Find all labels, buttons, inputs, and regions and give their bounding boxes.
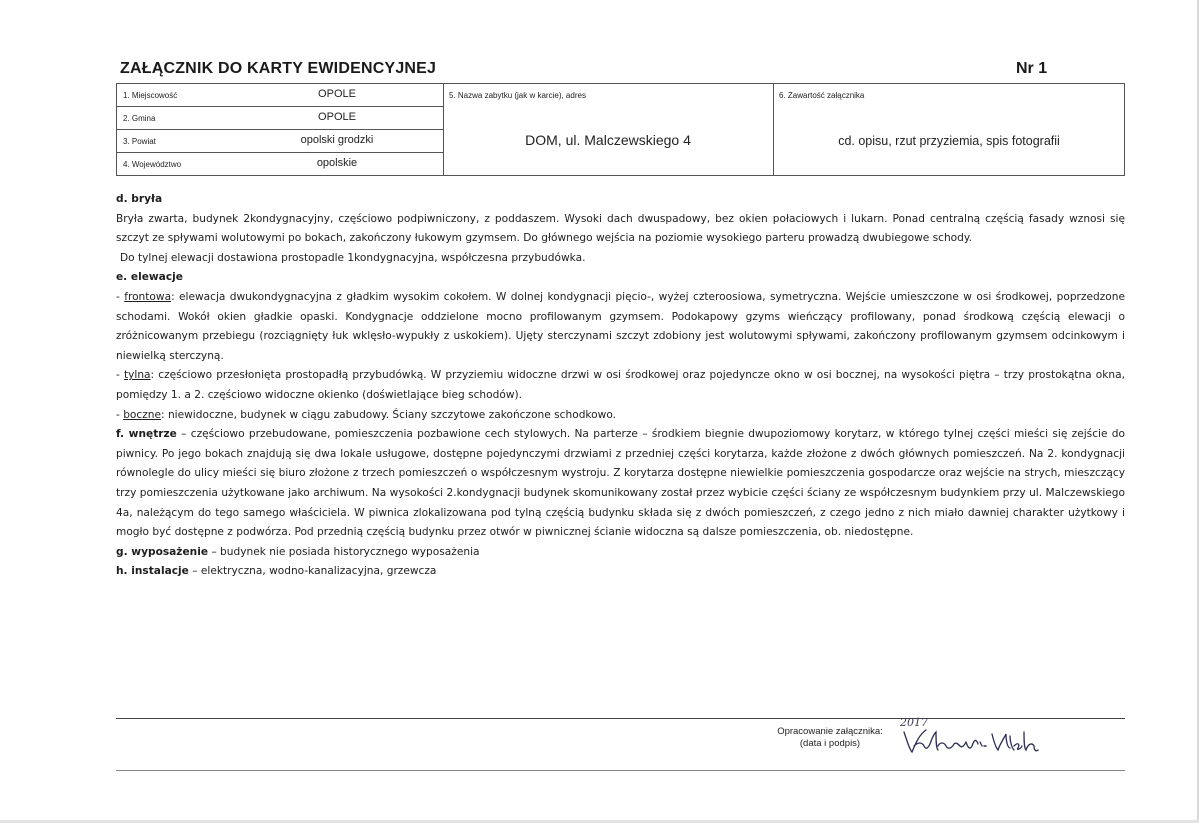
paragraph-bryla: Bryła zwarta, budynek 2kondygnacyjny, częściowo podpiwniczony, z poddaszem. Wysoki dach dwuspadowy, bez okien połaciowych i lukarn. Ponad centralną częścią fasady wznosi się szczyt ze spływami wolutowymi po bokach, zakończony łukowym gzymsem. Do głównego wejścia na poziomie wysokiego parteru prowadzą dwubiegowe schody. — [116, 212, 1125, 245]
value-gmina: OPOLE — [318, 111, 356, 123]
text-wnetrze: – częściowo przebudowane, pomieszczenia pozbawione cech stylowych. Na parterze – środkiem biegnie dwupoziomowy korytarz, w którego tylnej części mieści się zejście do piwnicy. Po jego bokach znajdują się dwa lokale usługowe, dostępne pojedynczymi drzwiami z przedniej części korytarza, każde złożone z dwóch głównych pomieszczeń. Na 2. kondygnacji równolegle do ulicy mieści się biuro złożone z trzech pomieszczeń o współczesnym wystroju. Z korytarza dostępne niewielkie pomieszczenia gospodarcze oraz wejście na strych, mieszczący trzy pomieszczenia użytkowane jako archiwum. Na wysokości 2.kondygnacji budynek skomunikowany został przez wybicie części ściany ze współczesnym budynkiem przy ul. Malczewskiego 4a, należącym do tego samego właściciela. W piwnica zlokalizowana pod tylną częścią budynku składa się z dwóch pomieszczeń, z czego jedno z nich miało dawniej charakter użytkowy i mogło być dostępne z podwórza. Pod przednią częścią budynku przez otwór w piwnicznej ścianie widoczna są dalsze pomieszczenia, ob. niedostępne. — [116, 428, 1125, 539]
section-heading-wnetrze: f. wnętrze — [116, 428, 177, 441]
value-wojewodztwo: opolskie — [316, 157, 358, 169]
value-miejscowosc: OPOLE — [318, 88, 356, 100]
header-table — [116, 83, 1125, 176]
paragraph-przybudowka: Do tylnej elewacji dostawiona prostopadle 1kondygnacyjna, współczesna przybudówka. — [120, 251, 586, 264]
label-miejscowosc: 1. Miejscowość — [123, 91, 178, 100]
value-powiat: opolski grodzki — [300, 134, 374, 146]
text-tylna: : częściowo przesłonięta prostopadłą przybudówką. W przyziemiu widoczne drzwi w osi środkowej oraz pojedyncze okno w osi bocznej, na wysokości piętra – trzy prostokątna okna, pomiędzy 1. a 2. częściowo widoczne okienko (doświetlające bieg schodów). — [116, 369, 1125, 401]
section-heading-elewacje: e. elewacje — [116, 271, 183, 284]
table-row-divider — [117, 152, 443, 153]
paragraph-wyposazenie — [116, 543, 1125, 563]
label-boczne: boczne — [123, 408, 162, 421]
paragraph-elewacja-frontowa — [116, 288, 1125, 366]
label-frontowa: frontowa — [124, 290, 172, 303]
description-body — [116, 190, 1125, 582]
table-row-divider — [117, 129, 443, 130]
section-heading-instalacje: h. instalacje — [116, 565, 189, 578]
section-heading-bryla: d. bryła — [116, 193, 163, 205]
label-powiat: 3. Powiat — [123, 137, 156, 146]
footer-rule — [116, 718, 1125, 719]
dash: - — [116, 408, 124, 421]
label-zawartosc: 6. Zawartość załącznika — [779, 91, 865, 100]
document-title: ZAŁĄCZNIK DO KARTY EWIDENCYJNEJ — [120, 60, 437, 77]
value-zawartosc: cd. opisu, rzut przyziemia, spis fotografii — [838, 134, 1060, 148]
dash: - — [116, 290, 125, 303]
label-wojewodztwo: 4. Województwo — [123, 160, 182, 169]
table-divider — [773, 84, 774, 175]
label-nazwa-zabytku: 5. Nazwa zabytku (jak w karcie), adres — [449, 91, 586, 100]
signature-label-line2: (data i podpis) — [799, 738, 861, 749]
table-row-divider — [117, 106, 443, 107]
paragraph-wnetrze — [116, 425, 1125, 543]
value-nazwa-zabytku: DOM, ul. Malczewskiego 4 — [525, 132, 691, 148]
signature-label-line1: Opracowanie załącznika: — [777, 726, 883, 737]
text-wyposazenie: – budynek nie posiada historycznego wyposażenia — [208, 545, 480, 558]
text-instalacje: – elektryczna, wodno-kanalizacyjna, grzewcza — [188, 565, 437, 578]
paragraph-elewacja-tylna — [116, 366, 1125, 405]
label-gmina: 2. Gmina — [123, 114, 156, 123]
document-number: Nr 1 — [1016, 60, 1048, 77]
signature-label — [760, 726, 900, 750]
text-frontowa: : elewacja dwukondygnacyjna z gładkim wysokim cokołem. W dolnej kondygnacji pięcio-, wyżej czteroosiowa, symetryczna. Wejście umieszczone w osi środkowej, poprzedzone schodami. Wokół okien gładkie opaski. Kondygnacje oddzielone mocno profilowanym gzymsem. Podokapowy gzyms wieńczący profilowany, ponad środkową częścią elewacji o zróżnicowanym przebiegu (rozciągnięty łuk wklęsło-wypukły z uskokiem). Ujęty sterczynami szczyt zdobiony jest wolutowymi spływami, zakończony profilowanym gzymsem odcinkowym i niewielką sterczyną. — [116, 290, 1125, 362]
handwritten-signature — [900, 724, 1040, 758]
table-divider — [443, 84, 444, 175]
footer-rule-bottom — [116, 770, 1125, 771]
paragraph-elewacje-boczne — [116, 406, 1125, 426]
paragraph-instalacje — [116, 562, 1125, 582]
label-tylna: tylna — [123, 369, 151, 382]
text-boczne: : niewidoczne, budynek w ciągu zabudowy. Ściany szczytowe zakończone schodkowo. — [161, 408, 616, 421]
signature-year: 2017 — [900, 716, 928, 729]
dash: - — [116, 369, 124, 382]
section-heading-wyposazenie: g. wyposażenie — [116, 545, 209, 558]
